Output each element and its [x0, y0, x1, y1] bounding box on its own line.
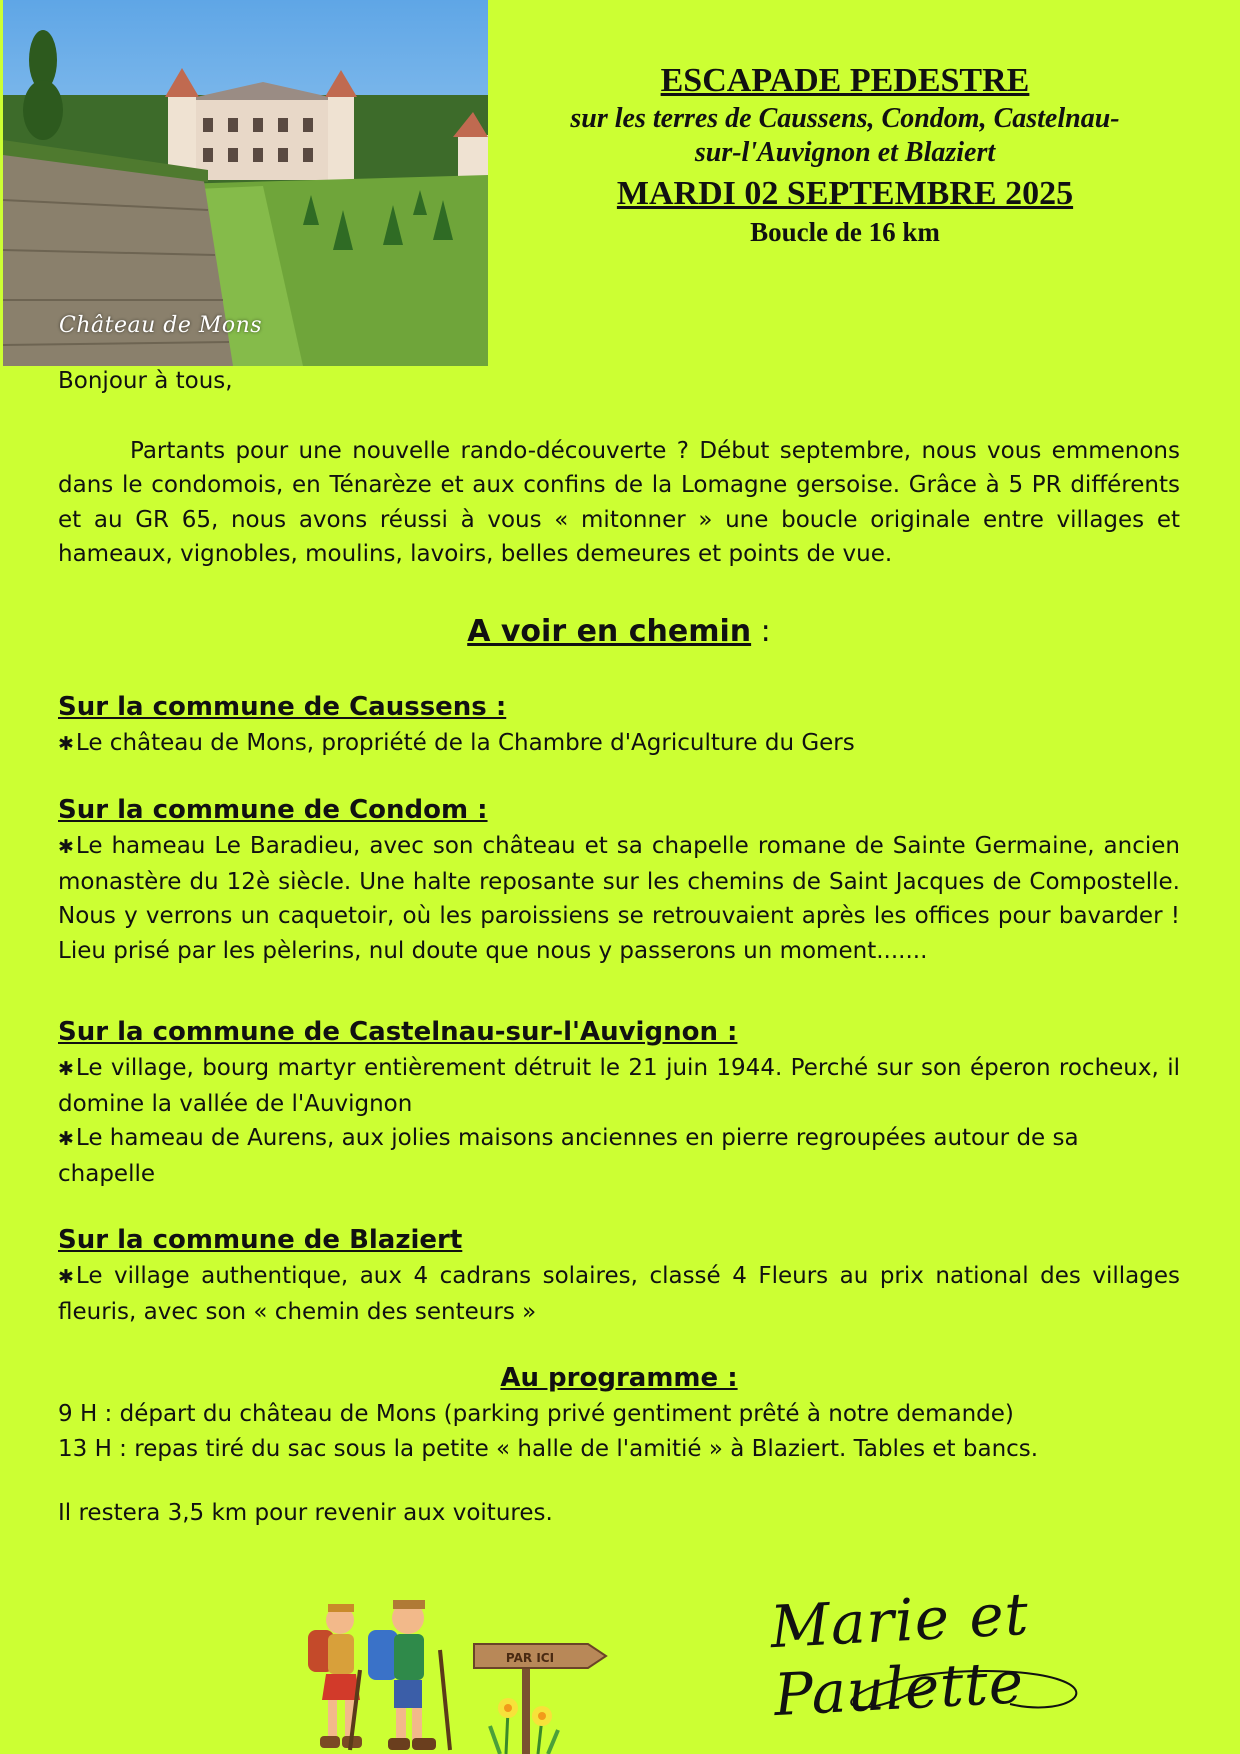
section-item: ✱ Le château de Mons, propriété de la Chambre d'Agriculture du Gers	[58, 726, 1180, 762]
see-heading-colon: :	[751, 613, 771, 649]
signature	[760, 1570, 1200, 1730]
section-item: ✱ Le village, bourg martyr entièrement détruit le 21 juin 1944. Perché sur son éperon rocheux, il domine la vallée de l'Auvignon	[58, 1051, 1180, 1121]
event-date: MARDI 02 SEPTEMBRE 2025	[616, 175, 1074, 212]
event-subtitle-line-2: sur-l'Auvignon et Blaziert	[694, 137, 996, 168]
greeting: Bonjour à tous,	[58, 368, 233, 394]
letter-body	[58, 364, 1180, 1531]
see-heading	[58, 612, 1180, 652]
section-title: Sur la commune de Caussens :	[58, 691, 507, 722]
signature-text: Marie et Paulette	[768, 1579, 1031, 1730]
intro-paragraph: Partants pour une nouvelle rando-découverte ? Début septembre, nous vous emmenons dans le condomois, en Ténarèze et aux confins de la Lomagne gersoise. Grâce à 5 PR différents et au GR 65, nous avons réussi à vous « mitonner » une boucle originale entre villages et hameaux, vignobles, moulins, lavoirs, belles demeures et points de vue.	[58, 437, 1180, 567]
section-title: Sur la commune de Blaziert	[58, 1225, 463, 1255]
event-subtitle-line-1: sur les terres de Caussens, Condom, Castelnau-	[570, 103, 1120, 134]
section-title: Sur la commune de Condom :	[58, 795, 488, 825]
section-blaziert	[58, 1221, 1180, 1329]
section-item: ✱ Le village authentique, aux 4 cadrans solaires, classé 4 Fleurs au prix national des villages fleuris, avec son « chemin des senteurs »	[58, 1259, 1180, 1329]
photo-caption: Château de Mons	[59, 313, 263, 338]
section-castelnau	[58, 1013, 1180, 1191]
section-item: ✱ Le hameau de Aurens, aux jolies maisons anciennes en pierre regroupées autour de sa chapelle	[58, 1121, 1180, 1191]
event-header	[510, 60, 1180, 248]
signpost-illustration	[470, 1630, 610, 1754]
signpost-label: PAR ICI	[505, 1651, 555, 1665]
program-heading: Au programme :	[500, 1363, 738, 1393]
section-caussens	[58, 688, 1180, 762]
closing-note: Il restera 3,5 km pour revenir aux voitures.	[58, 1500, 553, 1526]
event-title: ESCAPADE PEDESTRE	[660, 62, 1030, 99]
section-item: ✱ Le hameau Le Baradieu, avec son château et sa chapelle romane de Sainte Germaine, ancien monastère du 12è siècle. Une halte reposante sur les chemins de Saint Jacques de Compostelle. Nous y verrons un caquetoir, où les paroissiens se retrouvaient après les offices pour bavarder ! Lieu prisé par les pèlerins, nul doute que nous y passerons un moment.......	[58, 829, 1180, 968]
event-distance: Boucle de 16 km	[750, 217, 940, 247]
section-title: Sur la commune de Castelnau-sur-l'Auvignon :	[58, 1017, 738, 1047]
chateau-photo	[3, 0, 488, 366]
signature-flourish	[760, 1570, 1200, 1720]
hikers-illustration	[290, 1590, 470, 1754]
section-condom	[58, 791, 1180, 968]
program-line: 9 H : départ du château de Mons (parking privé gentiment prêté à notre demande)	[58, 1401, 1014, 1427]
chateau-illustration	[3, 0, 488, 366]
see-heading-text: A voir en chemin	[467, 613, 752, 649]
program-line: 13 H : repas tiré du sac sous la petite « halle de l'amitié » à Blaziert. Tables et bancs.	[58, 1435, 1039, 1462]
